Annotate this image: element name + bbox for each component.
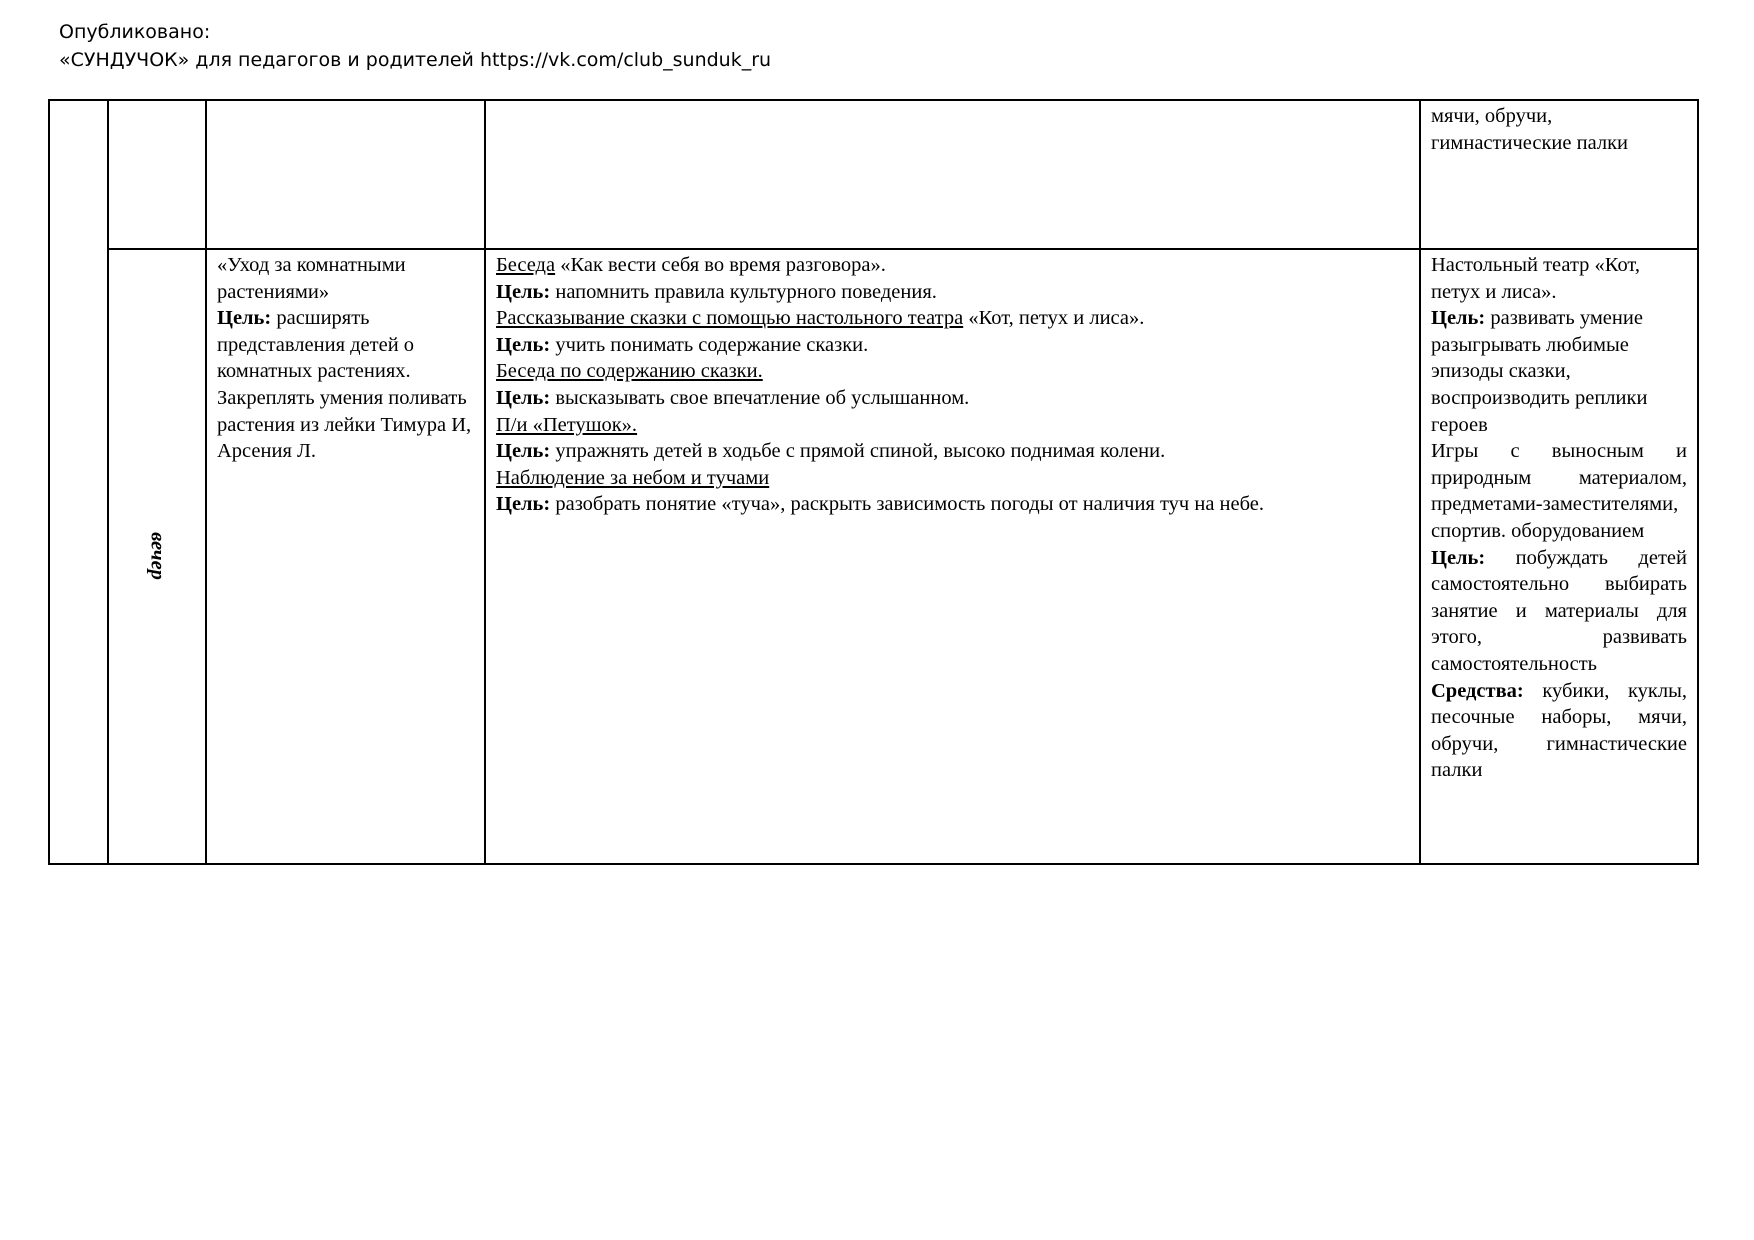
activity-text: «Кот, петух и лиса». — [968, 307, 1145, 330]
goal-label: Цель: — [217, 307, 272, 330]
publication-header — [59, 18, 771, 74]
header-published-label: Опубликовано: — [59, 21, 211, 43]
materials-cell — [1420, 100, 1698, 249]
individual-work-cell — [206, 249, 485, 864]
goal-text: упражнять детей в ходьбе с прямой спиной, высоко поднимая колени. — [555, 440, 1166, 463]
goal-text: побуждать детей самостоятельно выбирать занятие и материалы для этого, развивать самостоятельность — [1431, 546, 1687, 675]
header-source-line: «СУНДУЧОК» для педагогов и родителей https://vk.com/club_sunduk_ru — [59, 49, 772, 71]
goal-text: напомнить правила культурного поведения. — [555, 280, 937, 303]
goal-label: Цель: — [1431, 307, 1486, 330]
joint-activity-cell — [485, 249, 1420, 864]
goal-text: учить понимать содержание сказки. — [555, 333, 869, 356]
goal-label: Цель: — [496, 280, 551, 303]
period-label: вечер — [146, 532, 169, 580]
goal-label: Цель: — [1431, 546, 1486, 569]
activity-title: Наблюдение за небом и тучами — [496, 466, 770, 489]
activity-title: Беседа по содержанию сказки. — [496, 360, 763, 383]
content-cell-empty — [485, 100, 1420, 249]
means-label: Средства: — [1431, 679, 1524, 702]
activity-text: «Как вести себя во время разговора». — [560, 254, 886, 276]
table-row — [49, 249, 1698, 864]
goal-text: высказывать свое впечатление об услышанном. — [555, 386, 970, 409]
individual-work-title: «Уход за комнатными растениями» — [217, 254, 406, 303]
activity-title: Рассказывание сказки с помощью настольного театра — [496, 307, 964, 330]
goal-label: Цель: — [496, 333, 551, 356]
goal-label: Цель: — [496, 386, 551, 409]
goal-text: расширять представления детей о комнатных растениях. Закреплять умения поливать растения из лейки Тимура И, Арсения Л. — [217, 307, 472, 463]
day-cell — [49, 100, 108, 864]
environment-text: Игры с выносным и природным материалом, предметами-заместителями, спортив. оборудованием — [1431, 440, 1687, 542]
environment-games — [1431, 438, 1687, 784]
table-row — [49, 100, 1698, 249]
means-text: кубики, куклы, песочные наборы, мячи, обручи, гимнастические палки — [1431, 679, 1687, 782]
goal-label: Цель: — [496, 440, 551, 463]
plan-table — [48, 99, 1699, 865]
environment-text: Настольный театр «Кот, петух и лиса». — [1431, 254, 1640, 303]
goal-text: развивать умение разыгрывать любимые эпизоды сказки, воспроизводить реплики героев — [1431, 307, 1648, 436]
period-cell-empty — [108, 100, 206, 249]
goal-label: Цель: — [496, 493, 551, 516]
materials-text: мячи, обручи, — [1431, 105, 1553, 127]
activity-title: Беседа — [496, 254, 556, 276]
activity-title: П/и «Петушок». — [496, 413, 638, 436]
goal-text: разобрать понятие «туча», раскрыть зависимость погоды от наличия туч на небе. — [555, 493, 1264, 516]
materials-text: гимнастические палки — [1431, 131, 1629, 154]
activity-cell-empty — [206, 100, 485, 249]
period-cell — [108, 249, 206, 864]
environment-cell — [1420, 249, 1698, 864]
